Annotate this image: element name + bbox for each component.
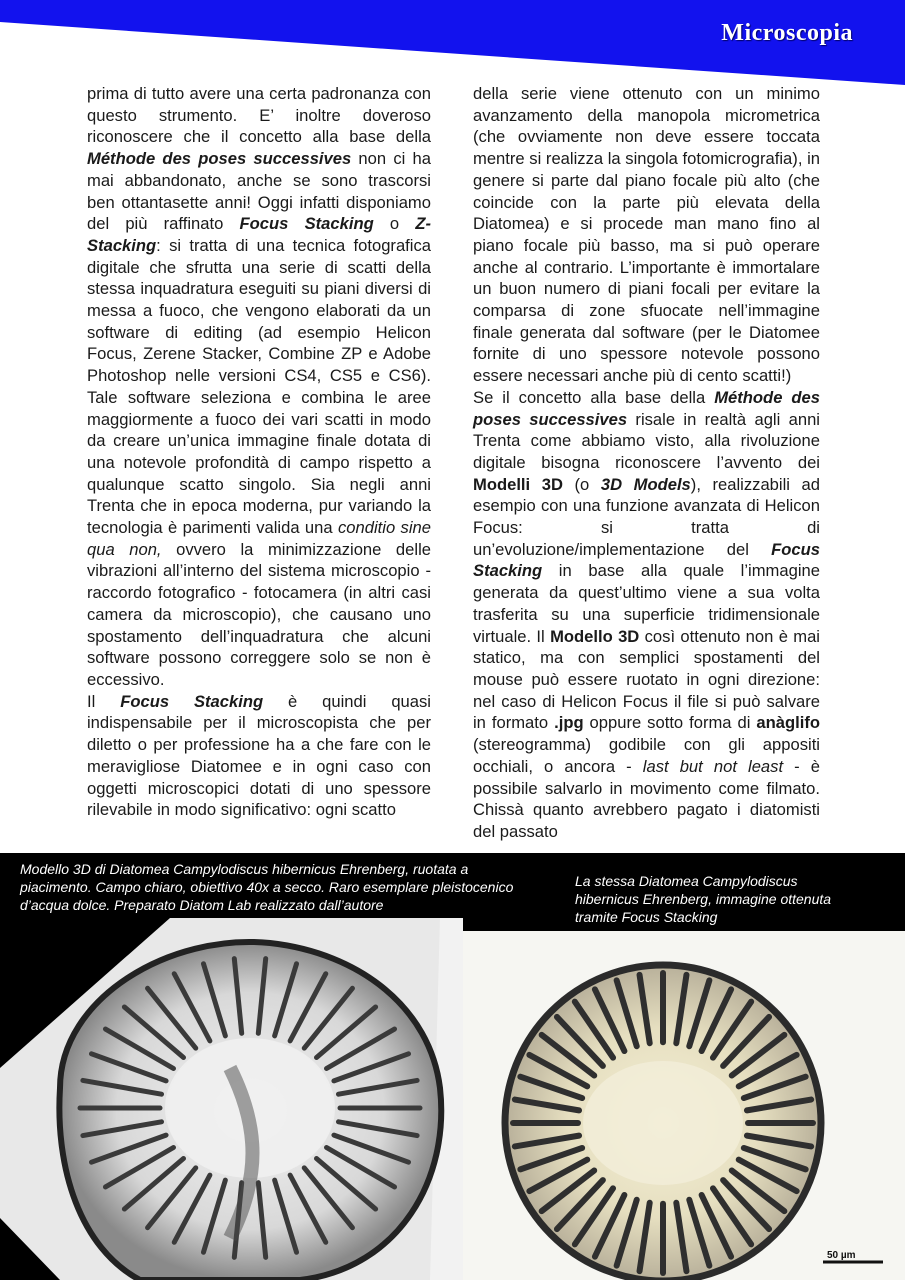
bold-term: anàglifo [756,713,820,733]
text-run: risale in realtà agli anni Trenta come abbiamo visto, alla rivoluzione digitale bisogna riconoscere l’avvento dei [473,409,820,472]
photo-section [0,853,905,1280]
text-run: : si tratta di una tecnica fotografica digitale che sfrutta una serie di scatti della stessa inquadratura eseguiti su piani diversi di messa a fuoco, che vengono elaborati da un software di editing (ad esempio Helicon Focus, Zerene Stacker, Combine ZP e Adobe Photoshop nelle versioni CS4, CS5 e CS6). Tale software seleziona e combina le aree maggiormente a fuoco dei vari scatti in modo da creare un’unica immagine finale dotata di una notevole profondità di campo rispetto a qualunque scatto singolo. Sia negli anni Trenta che in epoca moderna, pur variando la tecnologia è parimenti valida una [87,235,431,538]
diatom-3d-model-photo [0,918,463,1280]
scale-bar-label: 50 µm [827,1250,856,1261]
text-run: non ci ha mai abbandonato, anche se sono trascorsi ben ottantasette anni! Oggi infatti disponiamo del più raffinato [87,149,431,234]
text-run: oppure sotto forma di [583,713,757,733]
text-run: ovvero la minimizzazione delle vibrazioni all’interno del sistema microscopio - raccordo fotografico - fotocamera (in altri casi camera da microscopio), che causano uno spostamento dell’inquadratura che alcuni software possono correggere solo se non è eccessivo. [87,539,431,689]
italic-phrase: conditio sine qua non, [87,518,431,559]
right-paragraph-1 [473,83,820,387]
caption-left: Modello 3D di Diatomea Campylodiscus hibernicus Ehrenberg, ruotata a piacimento. Campo chiaro, obiettivo 40x a secco. Raro esemplare pleistocenico d’acqua dolce. Preparato Diatom Lab realizzato dall’autore [20,861,514,913]
bold-italic-term: Méthode des poses successives [87,149,352,169]
left-paragraph-2 [87,691,431,821]
text-run: della serie viene ottenuto con un minimo avanzamento della manopola micrometrica (che ovviamente non deve essere toccata mentre si realizza la singola fotomicrografia), in genere si parte dal piano focale più alto (che coincide con la parte più elevata della Diatomea) e si procede man mano fino al piano focale più basso, ma si può operare anche al contrario. L’importante è immortalare un buon numero di piani focali per evitare la comparsa di zone sfuocate nell’immagine finale generata dal software (per le Diatomee fornite di uno spessore notevole possono essere necessari anche più di cento scatti!) [473,84,820,386]
section-header-band [0,0,905,85]
diatom-focus-stacking-photo [463,931,905,1280]
text-run: (o [562,474,601,494]
text-run: ), realizzabili ad esempio con una funzione avanzata di Helicon Focus: si tratta di un’evoluzione/implementazione del [473,474,820,559]
text-run: (stereogramma) godibile con gli appositi occhiali, o ancora - [473,735,820,776]
bold-term: Modelli 3D [473,474,563,494]
bold-term: Modello 3D [550,626,640,646]
text-run: in base alla quale l’immagine generata da quest’ultimo viene a sua volta trasferita su una superficie tridimensionale virtuale. Il [473,561,820,646]
bold-term: .jpg [554,713,584,733]
text-run: prima di tutto avere una certa padronanza con questo strumento. E’ inoltre doveroso riconoscere che il concetto alla base della [87,84,431,147]
text-run: è quindi quasi indispensabile per il microscopista che per diletto o per professione ha a che fare con le meravigliose Diatomee e in ogni caso con oggetti microscopici dotati di uno spessore rilevabile in modo significativo: ogni scatto [87,691,431,820]
bold-italic-term: Méthode des poses successives [473,387,820,429]
text-run: - è possibile salvarlo in movimento come filmato. Chissà quanto avrebbero pagato i diatomisti del passato [473,756,821,841]
bold-italic-term: Z-Stacking [87,214,432,255]
caption-right: La stessa Diatomea Campylodiscus hibernicus Ehrenberg, immagine ottenuta tramite Focus Stacking [575,873,832,925]
italic-phrase: last but not least [642,756,784,776]
section-title: Microscopia [721,20,853,46]
left-text-column [87,83,431,821]
left-paragraph-1 [87,83,431,691]
bold-italic-term: 3D Models [600,474,691,494]
text-run: Il [87,691,121,711]
bold-italic-term: Focus Stacking [473,539,820,581]
bold-italic-term: Focus Stacking [239,214,374,234]
text-run: Se il concetto alla base della [473,387,715,407]
right-text-column [473,83,820,843]
bold-italic-term: Focus Stacking [120,691,264,711]
text-run: o [373,214,416,234]
right-paragraph-2 [473,387,820,843]
text-run: così ottenuto non è mai statico, ma con semplici spostamenti del mouse può essere ruotato in ogni direzione: nel caso di Helicon Focus il file si può salvare in formato [473,626,820,733]
